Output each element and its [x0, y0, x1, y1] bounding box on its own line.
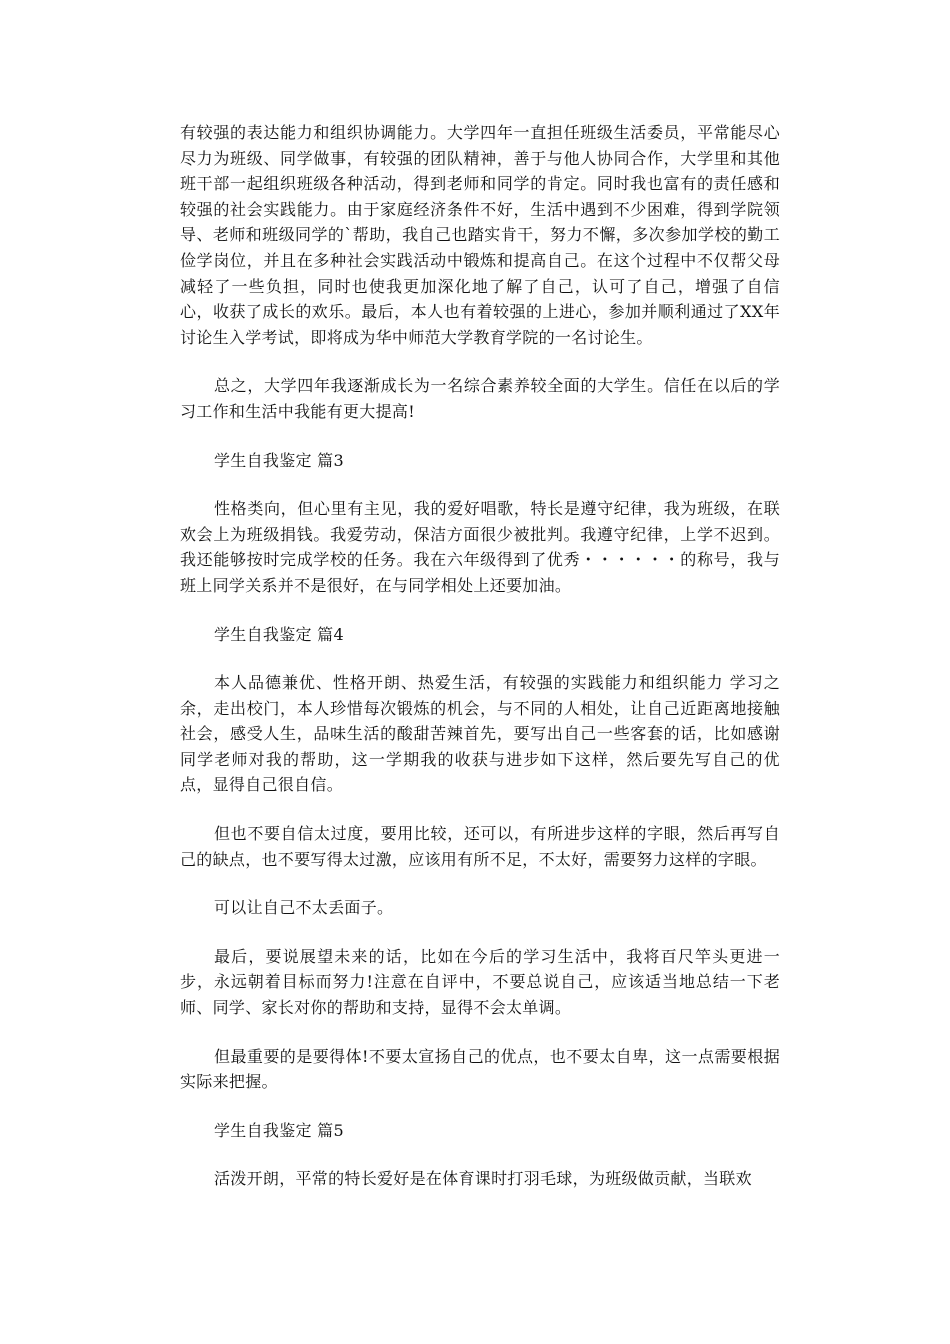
paragraph-section-4-intro: 本人品德兼优、性格开朗、热爱生活，有较强的实践能力和组织能力 学习之余，走出校门，本人珍惜每次锻炼的机会，与不同的人相处，让自己近距离地接触社会，感受人生，品味生活的酸甜苦辣首先，要写出自己一些客套的话，比如感谢同学老师对我的帮助，这一学期我的收获与进步如下这样，然后要先写自己的优点，显得自己很自信。	[180, 673, 780, 795]
paragraph-section-4-outlook: 最后，要说展望未来的话，比如在今后的学习生活中，我将百尺竿头更进一步，永远朝着目标而努力!注意在自评中，不要总说自己，应该适当地总结一下老师、同学、家长对你的帮助和支持，显得不会太单调。	[180, 946, 780, 1018]
document-body	[180, 120, 780, 1192]
paragraph-gap	[180, 872, 780, 895]
section-heading-3: 学生自我鉴定 篇3	[214, 450, 344, 470]
paragraph-section-4-appropriate: 但最重要的是要得体!不要太宣扬自己的优点，也不要太自卑，这一点需要根据实际来把握。	[180, 1046, 780, 1092]
paragraph-section-5: 活泼开朗，平常的特长爱好是在体育课时打羽毛球，为班级做贡献，当联欢	[214, 1169, 752, 1189]
paragraph-section-4-shortcomings: 但也不要自信太过度，要用比较，还可以，有所进步这样的字眼，然后再写自己的缺点，也不要写得太过激，应该用有所不足，不太好，需要努力这样的字眼。	[180, 824, 780, 869]
paragraph-gap	[180, 599, 780, 622]
paragraph-gap	[180, 473, 780, 496]
paragraph-gap	[180, 350, 780, 373]
paragraph-gap	[180, 921, 780, 944]
section-heading-4: 学生自我鉴定 篇4	[214, 624, 344, 644]
paragraph-gap	[180, 1021, 780, 1044]
section-heading-5: 学生自我鉴定 篇5	[214, 1120, 344, 1140]
paragraph-gap	[180, 1095, 780, 1118]
paragraph-gap	[180, 647, 780, 670]
paragraph-conclusion: 总之，大学四年我逐渐成长为一名综合素养较全面的大学生。信任在以后的学习工作和生活中我能有更大提高!	[180, 376, 780, 421]
paragraph-section-4-face: 可以让自己不太丢面子。	[214, 898, 394, 918]
paragraph-gap	[180, 425, 780, 448]
paragraph-section-3: 性格类向，但心里有主见，我的爱好唱歌，特长是遵守纪律，我为班级，在联欢会上为班级捐钱。我爱劳动，保洁方面很少被批判。我遵守纪律，上学不迟到。我还能够按时完成学校的任务。我在六年级得到了优秀・・・・・・的称号，我与班上同学关系并不是很好，在与同学相处上还要加油。	[180, 499, 780, 595]
paragraph-gap	[180, 1143, 780, 1166]
paragraph-summary-continued: 有较强的表达能力和组织协调能力。大学四年一直担任班级生活委员，平常能尽心尽力为班级、同学做事，有较强的团队精神，善于与他人协同合作，大学里和其他班干部一起组织班级各种活动，得到老师和同学的肯定。同时我也富有的责任感和较强的社会实践能力。由于家庭经济条件不好，生活中遇到不少困难，得到学院领导、老师和班级同学的`帮助，我自己也踏实肯干，努力不懈，多次参加学校的勤工俭学岗位，并且在多种社会实践活动中锻炼和提高自己。在这个过程中不仅帮父母减轻了一些负担，同时也使我更加深化地了解了自己，认可了自己，增强了自信心，收获了成长的欢乐。最后，本人也有着较强的上进心，参加并顺利通过了XX年讨论生入学考试，即将成为华中师范大学教育学院的一名讨论生。	[180, 123, 780, 347]
paragraph-gap	[180, 798, 780, 821]
